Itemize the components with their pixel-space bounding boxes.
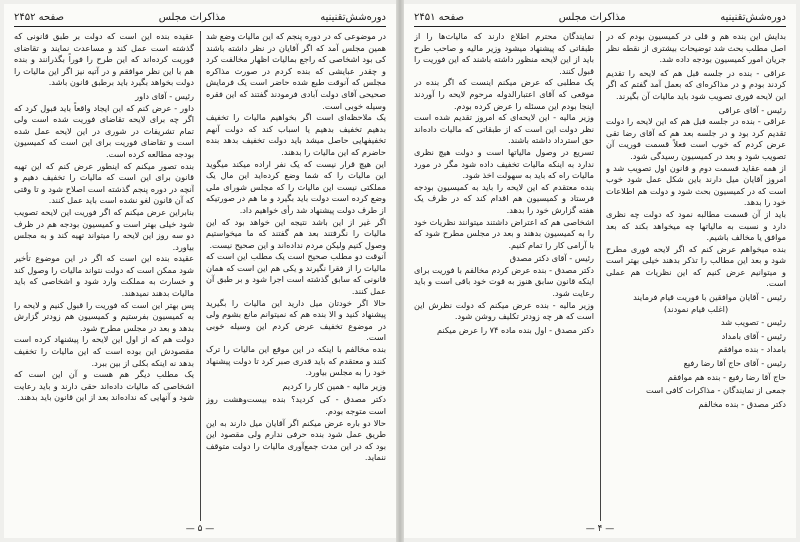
speaker-line: رئیس - آقای حاج آقا رضا رفیع — [683, 358, 786, 369]
paragraph: اشخاصی هم که اعتراض داشتند میتوانند نظریات خود را به کمیسیون بدهند و بعد در مجلس مطرح شود که با آرامی کار را تمام کنیم. — [414, 216, 594, 250]
procedural-note: (اغلب قیام نمودند) — [663, 303, 729, 314]
paragraph: بنده تصور میکنم که اینطور عرض کنم که این تهیه قانون برای این است که مالیات را تخفیف دهیم و آنچه در دوره پنجم گذشته است اصلاح شود و تا وقتی که آن قانون لغو نشده است باید عمل کنند. — [14, 160, 194, 206]
paragraph: دولت هم که از اول این لایحه را پیشنهاد کرده است مقصودش این بوده است که این مالیات را تخفیف بدهد نه اینکه بکلی از بین ببرد. — [14, 334, 194, 368]
speaker-line: دکتر مصدق - اول بنده ماده ۷۴ را عرض میکنم — [436, 324, 594, 335]
paragraph: عقیده بنده این است که اگر در این موضوع تأخیر شود ممکن است که دولت نتواند مالیات را وصول کند و خسارت به مملکت وارد شود و اشخاصی که باید مالیات بدهند نمیدهند. — [14, 253, 194, 299]
right-header-term: دوره‌شش‌تقنینیه — [720, 11, 786, 23]
paragraph: بنده مخالفم با اینکه در این موقع این مالیات را ترک کنند و معتقدم که باید قدری صبر کرد تا دولت پیشنهاد خود را به مجلس بیاورد. — [206, 344, 386, 378]
left-header-title: مذاکرات مجلس — [158, 11, 226, 23]
paragraph: حالا دو باره عرض میکنم اگر آقایان میل دارند به این طریق عمل شود بنده حرفی ندارم ولی مقصود این بود که در این مدت جمع‌آوری مالیات را دولت متوقف ننماید. — [206, 417, 386, 463]
paragraph: بنده میخواهم عرض کنم که اگر لایحه فوری مطرح شود و بعد این مطالب را تذکر بدهند خیلی بهتر است و میتوانیم عرض کنیم که این نظریات هم عملی است. — [606, 243, 786, 289]
right-page-header — [414, 10, 786, 24]
paragraph: در موضوعی که در دوره پنجم که این مالیات وضع شد همین مجلس آمد که اگر آقایان در نظر داشته باشند کی بود اشخاصی که راجع بمالیات اظهار مخالفت کرد و چقدر عبایشی که بنده کردم در صورت مذاکره مجلس که آنوقت طبع شده حاضر است یک فرمایش صحیحی آقای دولت آبادی فرمودند گفتند که این فقره وسیله خوبی است. — [206, 31, 386, 111]
speaker-line: حاج آقا رضا رفیع - بنده هم موافقم — [667, 371, 786, 382]
right-header-title: مذاکرات مجلس — [558, 11, 626, 23]
paragraph: وزیر مالیه - بنده عرض میکنم که دولت نظرش این است که هر چه زودتر تکلیف روشن شود. — [414, 299, 594, 322]
right-page — [404, 4, 796, 538]
paragraph: دکتر مصدق - بنده عرض کردم مخالفم با فوریت برای اینکه قانون سابق هنوز به قوت خود باقی است و باید رعایت شود. — [414, 264, 594, 299]
speaker-line: جمعی از نمایندگان - مذاکرات کافی است — [646, 385, 786, 396]
paragraph: یک مطلبی که عرض میکنم اینست که اگر بنده در موقعی که آقای اعتبارالدوله مرحوم لایحه را آوردند اینجا بودم این مسئله را عرض کرده بودم. — [414, 77, 594, 111]
paragraph: نمایندگان محترم اطلاع دارند که مالیات‌ها را از طبقاتی که پیشنهاد میشود وزیر مالیه و صاحب طرح باید از این لایحه منظور داشته باشند که این فوریت را قبول کنند. — [414, 31, 594, 76]
right-header-rule — [414, 26, 786, 27]
speaker-line: رئیس - آقایان موافقین با فوریت قیام فرمایند — [633, 292, 786, 303]
book-gutter — [396, 0, 404, 542]
right-page-right-column — [606, 31, 786, 521]
speaker-line: رئیس - آقای داور — [135, 90, 194, 101]
speaker-line: رئیس - آقای دکتر مصدق — [509, 253, 594, 264]
paragraph: باید از آن قسمت مطالبه نمود که دولت چه نظری دارد و نسبت به مالیاتها چه میخواهد بکند که بعد موافق یا مخالف باشیم. — [606, 208, 786, 243]
right-page-left-column — [414, 31, 594, 521]
paragraph: وزیر مالیه - این لایحه‌ای که امروز تقدیم شده است نظر دولت این است که از طبقاتی که مالیات داده‌اند حق استرداد داشته باشند. — [414, 112, 594, 146]
speaker-line: رئیس - آقای بامداد — [721, 330, 786, 341]
speaker-line: دکتر مصدق - بنده مخالفم — [698, 398, 786, 409]
paragraph: بنده معتقدم که این لایحه را باید به کمیسیون بودجه فرستاد و کمیسیون هم اقدام کند که در ظرف یک هفته گزارش خود را بدهد. — [414, 181, 594, 215]
paragraph: تسریع در وصول مالیاتها است و دولت هیچ نظری ندارد به اینکه مالیات تخفیف داده شود مگر در مورد مالیات راه که باید به سهولت اخذ شود. — [414, 146, 594, 181]
paragraph: حالا اگر خودتان میل دارید این مالیات را بگیرید پیشنهاد کنید و الا بنده هم که نمیتوانم مانع بشوم ولی در موضوع تخفیف عرض کردم این وسیله خوبی است. — [206, 297, 386, 343]
left-page-right-column — [206, 31, 386, 521]
left-page-folio: — ۵ — — [185, 524, 215, 534]
speaker-line: دکتر مصدق - کی کردید؟ بنده بیست‌وهشت روز است متوجه بودم. — [206, 394, 386, 416]
paragraph: پس بهتر این است که فوریت را قبول کنیم و لایحه را به کمیسیون بفرستیم و کمیسیون هم زودتر گزارش بدهد و بعد در مجلس مطرح شود. — [14, 299, 194, 333]
paragraph: یک مطلب دیگر هم هست و آن این است که اشخاصی که مالیات داده‌اند حقی دارند و باید رعایت شود و آنهایی که نداده‌اند بعد از این قانون باید بدهند. — [14, 369, 194, 403]
speaker-line: رئیس - آقای عراقی — [718, 104, 786, 115]
speaker-line: وزیر مالیه - همین کار را کردیم — [282, 380, 386, 391]
speaker-line: بامداد - بنده موافقم — [718, 344, 786, 355]
paragraph: داور - عرض کنم که این ایجاد واقعاً باید قبول کرد که اگر چه برای لایحه تقاضای فوریت شده است ولی تمام تشریفات در شوری در این لایحه عمل شده است و تقاضای فوریت برای این است که کمیسیون بودجه مطالعه کرده است. — [14, 102, 194, 159]
right-header-page-number: صفحه ۲۴۵۱ — [414, 11, 465, 23]
paragraph: اگر غیر از این باشد نتیجه این خواهد بود که این مالیات را نگرفتند بعد هم گفتند که ما میخواستیم وصول کنیم ولیکن مردم نداده‌اند و این صحیح نیست. — [206, 216, 386, 250]
left-header-term: دوره‌شش‌تقنینیه — [320, 11, 386, 23]
left-page-header — [14, 10, 386, 24]
left-header-rule — [14, 26, 386, 27]
speaker-line: عراقی - بنده در جلسه قبل هم که لایحه را تقدیم کردند بودم و در مذاکره‌ای که بعمل آمد گفتم که اگر این لایحه فوری تصویب شود باید مالیات آن بگیرند. — [606, 67, 786, 101]
left-header-page-number: صفحه ۲۴۵۲ — [14, 11, 65, 23]
paragraph: یک ملاحظه‌ای است اگر بخواهیم مالیات را تخفیف بدهیم تخفیف بدهیم یا اسباب کند که دولت آنهم تخفیفهایی حاصل میشد باید دولت تخفیف بدهد بنده حاضرم که این مالیات را بدهند. — [206, 112, 386, 157]
paragraph: آنوقت دو مطلب صحیح است یک مطلب این است که مالیات را از فقرا نگیرند و یکی هم این است که همان قانونی که سابق گذشته است اجرا شود و بر طبق آن عمل کنند. — [206, 251, 386, 297]
column-divider — [600, 31, 601, 521]
right-page-folio: — ۴ — — [585, 524, 615, 534]
paragraph: از همه عقاید قسمت دوم و قانون اول تصویب شد و امروز آقایان میل دارند باین شکل عمل شود خوب است که در کمیسیون بحث شود و دولت هم اطلاعات خود را بدهد. — [606, 162, 786, 208]
paragraph: بدایش این بنده هم و قلی در کمیسیون بودم که در اصل مطلب بحث شد توضیحات بیشتری از نقطه نظر جریان امور کمیسیون بودجه داده شد. — [606, 31, 786, 65]
paragraph: این هیچ قرار نیست که یک نفر اراده میکند میگوید این مالیات را که شما وضع کرده‌اید این مال یک مملکتی نیست این مالیات را که مجلس شورای ملی وضع کرده است دولت باید بگیرد و ما هم در صورتیکه از طرف دولت پیشنهاد شد رأی خواهیم داد. — [206, 158, 386, 215]
speaker-line: رئیس - تصویب شد — [721, 317, 786, 328]
left-page-left-column — [14, 31, 194, 521]
paragraph: عراقی - بنده در جلسه قبل هم که این لایحه را دولت تقدیم کرد بود و در جلسه بعد هم که آقای رضا تقی عرض کردم که خوب است فعلاً قسمت فوریت آن تصویب شود و بعد در کمیسیون رسیدگی شود. — [606, 116, 786, 161]
paragraph: بنابراین عرض میکنم که اگر فوریت این لایحه تصویب شود خیلی بهتر است و کمیسیون بودجه هم در ظرف دو سه روز این لایحه را میتواند تهیه کند و به مجلس بیاورد. — [14, 206, 194, 252]
left-page — [4, 4, 396, 538]
paragraph: عقیده بنده این است که دولت بر طبق قانونی که گذشته است عمل کند و مساعدت نمایند و تقاضای فوریت کرده‌اند که این طرح را فوراً بگذرانند و بنده هم با این نظر موافقم و در آتیه نیز اگر این مالیات را دولت بخواهد بگیرد باید برطبق قانون باشد. — [14, 31, 194, 88]
column-divider — [200, 31, 201, 521]
